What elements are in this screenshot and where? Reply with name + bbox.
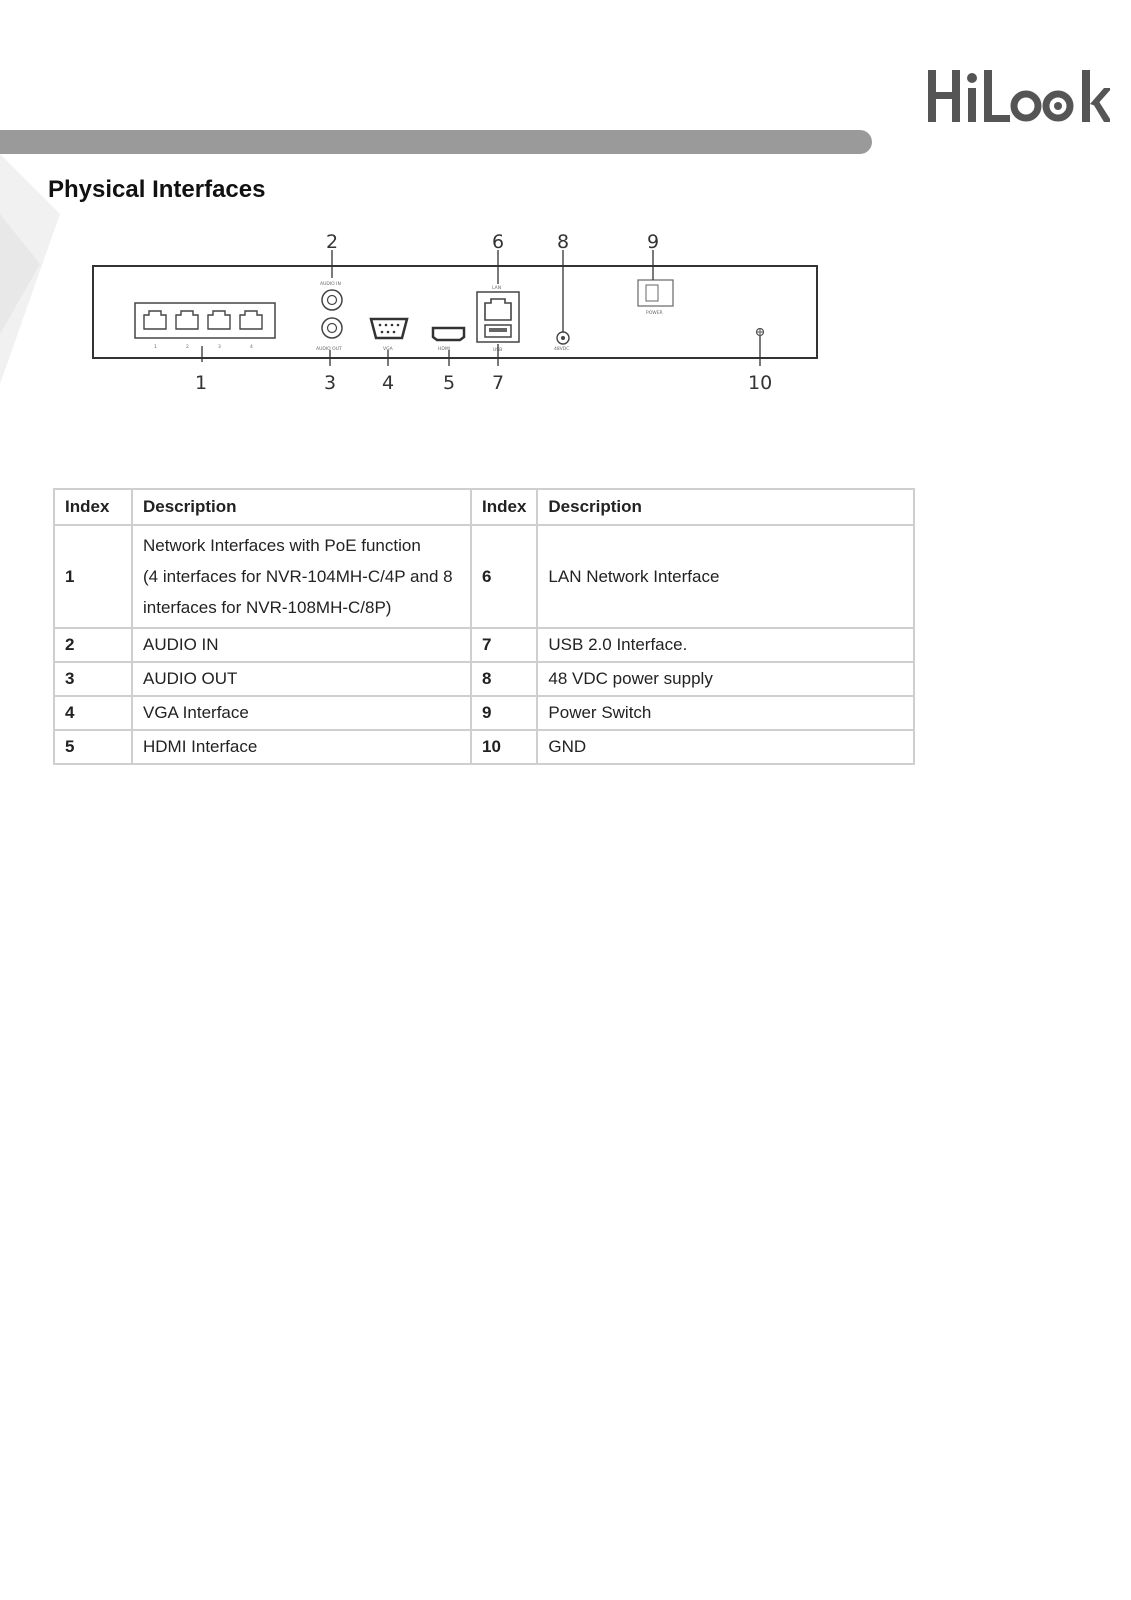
header-description-right: Description <box>537 489 914 525</box>
row-index: 1 <box>54 525 132 628</box>
callout-2: 2 <box>326 231 339 253</box>
hdmi-port <box>433 328 464 340</box>
header-index-left: Index <box>54 489 132 525</box>
header-index-right: Index <box>471 489 537 525</box>
callout-8: 8 <box>557 231 570 253</box>
callout-6: 6 <box>492 231 505 253</box>
audio-in-label: AUDIO IN <box>320 282 341 287</box>
vga-port <box>371 319 407 338</box>
row-description: GND <box>537 730 914 764</box>
row-description: Power Switch <box>537 696 914 730</box>
table-row <box>54 525 914 628</box>
row-description: USB 2.0 Interface. <box>537 628 914 662</box>
row-index: 5 <box>54 730 132 764</box>
table-row <box>54 628 914 662</box>
header-description-left: Description <box>132 489 471 525</box>
hdmi-label: HDMI <box>438 347 451 352</box>
port-number-3: 3 <box>218 345 221 350</box>
row-description: 48 VDC power supply <box>537 662 914 696</box>
description-line: Network Interfaces with PoE function <box>143 536 421 555</box>
hilook-logo <box>926 64 1110 128</box>
header-bar <box>0 130 872 154</box>
callout-4: 4 <box>382 372 395 394</box>
row-index: 8 <box>471 662 537 696</box>
description-line: interfaces for NVR-108MH-C/8P) <box>143 598 392 617</box>
table-row <box>54 696 914 730</box>
row-index: 7 <box>471 628 537 662</box>
callout-5: 5 <box>443 372 456 394</box>
rear-panel-diagram <box>80 228 840 414</box>
usb-label: USB <box>493 348 503 353</box>
table-row <box>54 662 914 696</box>
row-index: 4 <box>54 696 132 730</box>
table-header-row <box>54 489 914 525</box>
callout-3: 3 <box>324 372 337 394</box>
power-label: POWER <box>646 311 663 316</box>
row-description <box>132 525 471 628</box>
description-line: (4 interfaces for NVR-104MH-C/4P and 8 <box>143 567 453 586</box>
row-index: 3 <box>54 662 132 696</box>
callout-1: 1 <box>195 372 208 394</box>
row-index: 6 <box>471 525 537 628</box>
audio-out-label: AUDIO OUT <box>316 347 342 352</box>
row-index: 2 <box>54 628 132 662</box>
row-description: VGA Interface <box>132 696 471 730</box>
page-title: Physical Interfaces <box>48 176 266 203</box>
port-number-4: 4 <box>250 345 253 350</box>
interface-table <box>53 488 915 765</box>
row-index: 10 <box>471 730 537 764</box>
port-number-2: 2 <box>186 345 189 350</box>
lan-label: LAN <box>492 286 502 291</box>
row-description: LAN Network Interface <box>537 525 914 628</box>
vga-label: VGA <box>383 347 393 352</box>
row-index: 9 <box>471 696 537 730</box>
power-in-label: 48VDC <box>554 347 570 352</box>
table-row <box>54 730 914 764</box>
callout-7: 7 <box>492 372 505 394</box>
callout-10: 10 <box>748 372 773 394</box>
row-description: AUDIO OUT <box>132 662 471 696</box>
row-description: HDMI Interface <box>132 730 471 764</box>
callout-9: 9 <box>647 231 660 253</box>
row-description: AUDIO IN <box>132 628 471 662</box>
port-number-1: 1 <box>154 345 157 350</box>
poe-port-group <box>135 303 275 338</box>
